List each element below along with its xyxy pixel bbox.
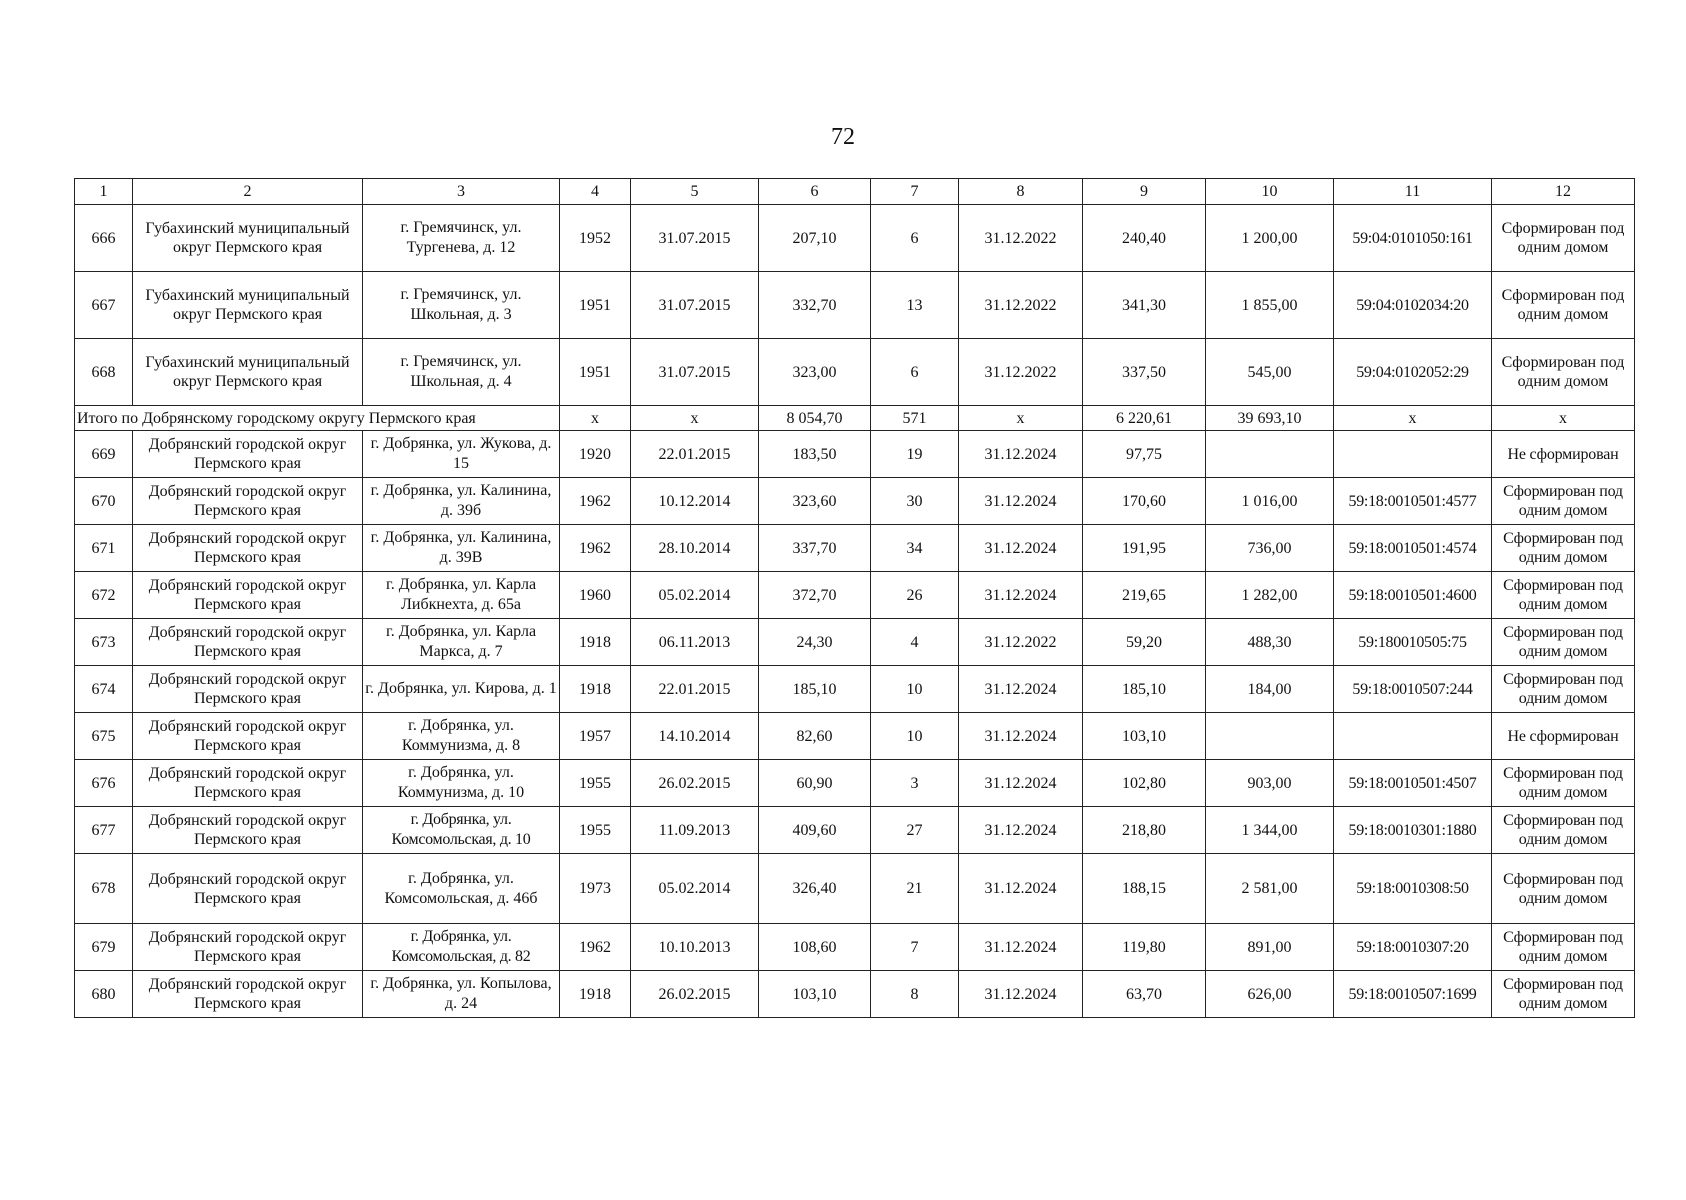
municipality-cell: Добрянский городской округ Пермского края <box>133 666 363 713</box>
municipality-cell: Добрянский городской округ Пермского края <box>133 572 363 619</box>
row-number: 673 <box>75 619 133 666</box>
total-cell: x <box>631 406 759 431</box>
date-cell: 05.02.2014 <box>631 572 759 619</box>
municipality-cell: Добрянский городской округ Пермского края <box>133 431 363 478</box>
column-number: 10 <box>1206 179 1334 205</box>
row-number: 668 <box>75 339 133 406</box>
value10-cell: 184,00 <box>1206 666 1334 713</box>
column-number: 2 <box>133 179 363 205</box>
cadastral-cell: 59:18:0010501:4600 <box>1334 572 1492 619</box>
year-cell: 1955 <box>560 807 631 854</box>
address-cell: г. Добрянка, ул. Копылова, д. 24 <box>363 971 560 1018</box>
value9-cell: 191,95 <box>1083 525 1206 572</box>
column-number: 7 <box>871 179 959 205</box>
status-cell: Сформирован под одним домом <box>1492 807 1635 854</box>
value10-cell: 1 344,00 <box>1206 807 1334 854</box>
status-cell: Сформирован под одним домом <box>1492 205 1635 272</box>
cadastral-cell: 59:04:0101050:161 <box>1334 205 1492 272</box>
address-cell: г. Гремячинск, ул. Тургенева, д. 12 <box>363 205 560 272</box>
date-cell: 28.10.2014 <box>631 525 759 572</box>
cadastral-cell: 59:18:0010308:50 <box>1334 854 1492 924</box>
table-row <box>75 924 1635 971</box>
cadastral-cell: 59:04:0102034:20 <box>1334 272 1492 339</box>
row-number: 667 <box>75 272 133 339</box>
municipality-cell: Добрянский городской округ Пермского края <box>133 478 363 525</box>
people-cell: 19 <box>871 431 959 478</box>
deadline-cell: 31.12.2024 <box>959 572 1083 619</box>
area-cell: 323,60 <box>759 478 871 525</box>
value10-cell: 1 200,00 <box>1206 205 1334 272</box>
status-cell: Сформирован под одним домом <box>1492 478 1635 525</box>
date-cell: 05.02.2014 <box>631 854 759 924</box>
year-cell: 1962 <box>560 924 631 971</box>
column-number: 8 <box>959 179 1083 205</box>
row-number: 674 <box>75 666 133 713</box>
cadastral-cell: 59:18:0010301:1880 <box>1334 807 1492 854</box>
people-cell: 10 <box>871 666 959 713</box>
address-cell: г. Добрянка, ул. Коммунизма, д. 8 <box>363 713 560 760</box>
value10-cell: 488,30 <box>1206 619 1334 666</box>
value10-cell: 626,00 <box>1206 971 1334 1018</box>
row-number: 677 <box>75 807 133 854</box>
status-cell: Не сформирован <box>1492 431 1635 478</box>
people-cell: 8 <box>871 971 959 1018</box>
people-cell: 30 <box>871 478 959 525</box>
housing-table <box>74 178 1635 1018</box>
table-row <box>75 971 1635 1018</box>
people-cell: 6 <box>871 205 959 272</box>
value9-cell: 103,10 <box>1083 713 1206 760</box>
status-cell: Сформирован под одним домом <box>1492 924 1635 971</box>
row-number: 669 <box>75 431 133 478</box>
value9-cell: 59,20 <box>1083 619 1206 666</box>
cadastral-cell <box>1334 713 1492 760</box>
date-cell: 22.01.2015 <box>631 666 759 713</box>
row-number: 670 <box>75 478 133 525</box>
deadline-cell: 31.12.2024 <box>959 666 1083 713</box>
area-cell: 326,40 <box>759 854 871 924</box>
cadastral-cell: 59:18:0010507:1699 <box>1334 971 1492 1018</box>
year-cell: 1952 <box>560 205 631 272</box>
deadline-cell: 31.12.2024 <box>959 760 1083 807</box>
table-row <box>75 205 1635 272</box>
table-row <box>75 760 1635 807</box>
date-cell: 31.07.2015 <box>631 205 759 272</box>
year-cell: 1951 <box>560 272 631 339</box>
cadastral-cell: 59:180010505:75 <box>1334 619 1492 666</box>
municipality-cell: Добрянский городской округ Пермского края <box>133 924 363 971</box>
date-cell: 26.02.2015 <box>631 760 759 807</box>
row-number: 675 <box>75 713 133 760</box>
year-cell: 1960 <box>560 572 631 619</box>
table-row <box>75 478 1635 525</box>
table-row <box>75 525 1635 572</box>
year-cell: 1951 <box>560 339 631 406</box>
address-cell: г. Добрянка, ул. Жукова, д. 15 <box>363 431 560 478</box>
page-number: 72 <box>831 124 855 150</box>
address-cell: г. Гремячинск, ул. Школьная, д. 3 <box>363 272 560 339</box>
row-number: 678 <box>75 854 133 924</box>
status-cell: Сформирован под одним домом <box>1492 971 1635 1018</box>
address-cell: г. Добрянка, ул. Карла Либкнехта, д. 65а <box>363 572 560 619</box>
year-cell: 1918 <box>560 619 631 666</box>
column-number: 4 <box>560 179 631 205</box>
value10-cell: 903,00 <box>1206 760 1334 807</box>
value9-cell: 240,40 <box>1083 205 1206 272</box>
area-cell: 108,60 <box>759 924 871 971</box>
date-cell: 26.02.2015 <box>631 971 759 1018</box>
value10-cell <box>1206 431 1334 478</box>
column-number: 11 <box>1334 179 1492 205</box>
deadline-cell: 31.12.2022 <box>959 339 1083 406</box>
table-row <box>75 272 1635 339</box>
value9-cell: 97,75 <box>1083 431 1206 478</box>
cadastral-cell: 59:18:0010501:4577 <box>1334 478 1492 525</box>
people-cell: 10 <box>871 713 959 760</box>
row-number: 676 <box>75 760 133 807</box>
column-number: 5 <box>631 179 759 205</box>
area-cell: 323,00 <box>759 339 871 406</box>
date-cell: 06.11.2013 <box>631 619 759 666</box>
row-number: 666 <box>75 205 133 272</box>
municipality-cell: Добрянский городской округ Пермского края <box>133 854 363 924</box>
deadline-cell: 31.12.2024 <box>959 431 1083 478</box>
row-number: 672 <box>75 572 133 619</box>
total-cell: x <box>959 406 1083 431</box>
column-numbers-row <box>75 179 1635 205</box>
area-cell: 60,90 <box>759 760 871 807</box>
total-row <box>75 406 1635 431</box>
people-cell: 3 <box>871 760 959 807</box>
municipality-cell: Добрянский городской округ Пермского края <box>133 971 363 1018</box>
cadastral-cell: 59:04:0102052:29 <box>1334 339 1492 406</box>
status-cell: Сформирован под одним домом <box>1492 339 1635 406</box>
area-cell: 372,70 <box>759 572 871 619</box>
total-cell: x <box>1334 406 1492 431</box>
address-cell: г. Добрянка, ул. Комсомольская, д. 10 <box>363 807 560 854</box>
year-cell: 1973 <box>560 854 631 924</box>
status-cell: Сформирован под одним домом <box>1492 525 1635 572</box>
value9-cell: 188,15 <box>1083 854 1206 924</box>
table-row <box>75 619 1635 666</box>
municipality-cell: Добрянский городской округ Пермского края <box>133 713 363 760</box>
value9-cell: 185,10 <box>1083 666 1206 713</box>
deadline-cell: 31.12.2022 <box>959 272 1083 339</box>
status-cell: Не сформирован <box>1492 713 1635 760</box>
municipality-cell: Губахинский муниципальный округ Пермского края <box>133 205 363 272</box>
municipality-cell: Добрянский городской округ Пермского края <box>133 807 363 854</box>
total-value10: 39 693,10 <box>1206 406 1334 431</box>
table-row <box>75 572 1635 619</box>
value10-cell: 545,00 <box>1206 339 1334 406</box>
deadline-cell: 31.12.2024 <box>959 525 1083 572</box>
column-number: 6 <box>759 179 871 205</box>
column-number: 1 <box>75 179 133 205</box>
row-number: 671 <box>75 525 133 572</box>
total-cell: x <box>1492 406 1635 431</box>
value9-cell: 218,80 <box>1083 807 1206 854</box>
status-cell: Сформирован под одним домом <box>1492 619 1635 666</box>
value9-cell: 119,80 <box>1083 924 1206 971</box>
deadline-cell: 31.12.2022 <box>959 619 1083 666</box>
date-cell: 10.12.2014 <box>631 478 759 525</box>
people-cell: 7 <box>871 924 959 971</box>
year-cell: 1962 <box>560 525 631 572</box>
area-cell: 24,30 <box>759 619 871 666</box>
cadastral-cell <box>1334 431 1492 478</box>
municipality-cell: Губахинский муниципальный округ Пермского края <box>133 272 363 339</box>
value9-cell: 170,60 <box>1083 478 1206 525</box>
value9-cell: 102,80 <box>1083 760 1206 807</box>
table-row <box>75 807 1635 854</box>
date-cell: 10.10.2013 <box>631 924 759 971</box>
people-cell: 34 <box>871 525 959 572</box>
area-cell: 82,60 <box>759 713 871 760</box>
area-cell: 207,10 <box>759 205 871 272</box>
people-cell: 26 <box>871 572 959 619</box>
column-number: 9 <box>1083 179 1206 205</box>
value10-cell: 891,00 <box>1206 924 1334 971</box>
table-row <box>75 713 1635 760</box>
year-cell: 1918 <box>560 971 631 1018</box>
area-cell: 409,60 <box>759 807 871 854</box>
municipality-cell: Добрянский городской округ Пермского края <box>133 760 363 807</box>
municipality-cell: Добрянский городской округ Пермского края <box>133 619 363 666</box>
area-cell: 183,50 <box>759 431 871 478</box>
deadline-cell: 31.12.2024 <box>959 478 1083 525</box>
row-number: 679 <box>75 924 133 971</box>
value10-cell: 2 581,00 <box>1206 854 1334 924</box>
people-cell: 13 <box>871 272 959 339</box>
year-cell: 1955 <box>560 760 631 807</box>
value10-cell: 1 016,00 <box>1206 478 1334 525</box>
address-cell: г. Добрянка, ул. Калинина, д. 39В <box>363 525 560 572</box>
status-cell: Сформирован под одним домом <box>1492 572 1635 619</box>
value9-cell: 341,30 <box>1083 272 1206 339</box>
value9-cell: 219,65 <box>1083 572 1206 619</box>
year-cell: 1920 <box>560 431 631 478</box>
municipality-cell: Губахинский муниципальный округ Пермского края <box>133 339 363 406</box>
address-cell: г. Гремячинск, ул. Школьная, д. 4 <box>363 339 560 406</box>
value10-cell: 1 855,00 <box>1206 272 1334 339</box>
address-cell: г. Добрянка, ул. Калинина, д. 39б <box>363 478 560 525</box>
value10-cell: 736,00 <box>1206 525 1334 572</box>
address-cell: г. Добрянка, ул. Комсомольская, д. 46б <box>363 854 560 924</box>
people-cell: 6 <box>871 339 959 406</box>
cadastral-cell: 59:18:0010501:4574 <box>1334 525 1492 572</box>
address-cell: г. Добрянка, ул. Комсомольская, д. 82 <box>363 924 560 971</box>
year-cell: 1957 <box>560 713 631 760</box>
cadastral-cell: 59:18:0010507:244 <box>1334 666 1492 713</box>
date-cell: 22.01.2015 <box>631 431 759 478</box>
deadline-cell: 31.12.2024 <box>959 807 1083 854</box>
cadastral-cell: 59:18:0010501:4507 <box>1334 760 1492 807</box>
table-row <box>75 854 1635 924</box>
table-row <box>75 339 1635 406</box>
date-cell: 31.07.2015 <box>631 339 759 406</box>
date-cell: 11.09.2013 <box>631 807 759 854</box>
status-cell: Сформирован под одним домом <box>1492 854 1635 924</box>
people-cell: 4 <box>871 619 959 666</box>
people-cell: 27 <box>871 807 959 854</box>
date-cell: 31.07.2015 <box>631 272 759 339</box>
address-cell: г. Добрянка, ул. Коммунизма, д. 10 <box>363 760 560 807</box>
table-row <box>75 666 1635 713</box>
status-cell: Сформирован под одним домом <box>1492 760 1635 807</box>
year-cell: 1918 <box>560 666 631 713</box>
total-people: 571 <box>871 406 959 431</box>
area-cell: 185,10 <box>759 666 871 713</box>
cadastral-cell: 59:18:0010307:20 <box>1334 924 1492 971</box>
date-cell: 14.10.2014 <box>631 713 759 760</box>
column-number: 3 <box>363 179 560 205</box>
column-number: 12 <box>1492 179 1635 205</box>
deadline-cell: 31.12.2024 <box>959 971 1083 1018</box>
area-cell: 332,70 <box>759 272 871 339</box>
total-label: Итого по Добрянскому городскому округу Пермского края <box>75 406 560 431</box>
total-value9: 6 220,61 <box>1083 406 1206 431</box>
value10-cell <box>1206 713 1334 760</box>
status-cell: Сформирован под одним домом <box>1492 272 1635 339</box>
status-cell: Сформирован под одним домом <box>1492 666 1635 713</box>
year-cell: 1962 <box>560 478 631 525</box>
value10-cell: 1 282,00 <box>1206 572 1334 619</box>
housing-table-container <box>74 178 1634 1018</box>
table-row <box>75 431 1635 478</box>
row-number: 680 <box>75 971 133 1018</box>
area-cell: 337,70 <box>759 525 871 572</box>
total-cell: x <box>560 406 631 431</box>
deadline-cell: 31.12.2024 <box>959 854 1083 924</box>
address-cell: г. Добрянка, ул. Карла Маркса, д. 7 <box>363 619 560 666</box>
deadline-cell: 31.12.2024 <box>959 924 1083 971</box>
deadline-cell: 31.12.2022 <box>959 205 1083 272</box>
deadline-cell: 31.12.2024 <box>959 713 1083 760</box>
value9-cell: 63,70 <box>1083 971 1206 1018</box>
municipality-cell: Добрянский городской округ Пермского края <box>133 525 363 572</box>
address-cell: г. Добрянка, ул. Кирова, д. 1 <box>363 666 560 713</box>
value9-cell: 337,50 <box>1083 339 1206 406</box>
people-cell: 21 <box>871 854 959 924</box>
total-area: 8 054,70 <box>759 406 871 431</box>
area-cell: 103,10 <box>759 971 871 1018</box>
